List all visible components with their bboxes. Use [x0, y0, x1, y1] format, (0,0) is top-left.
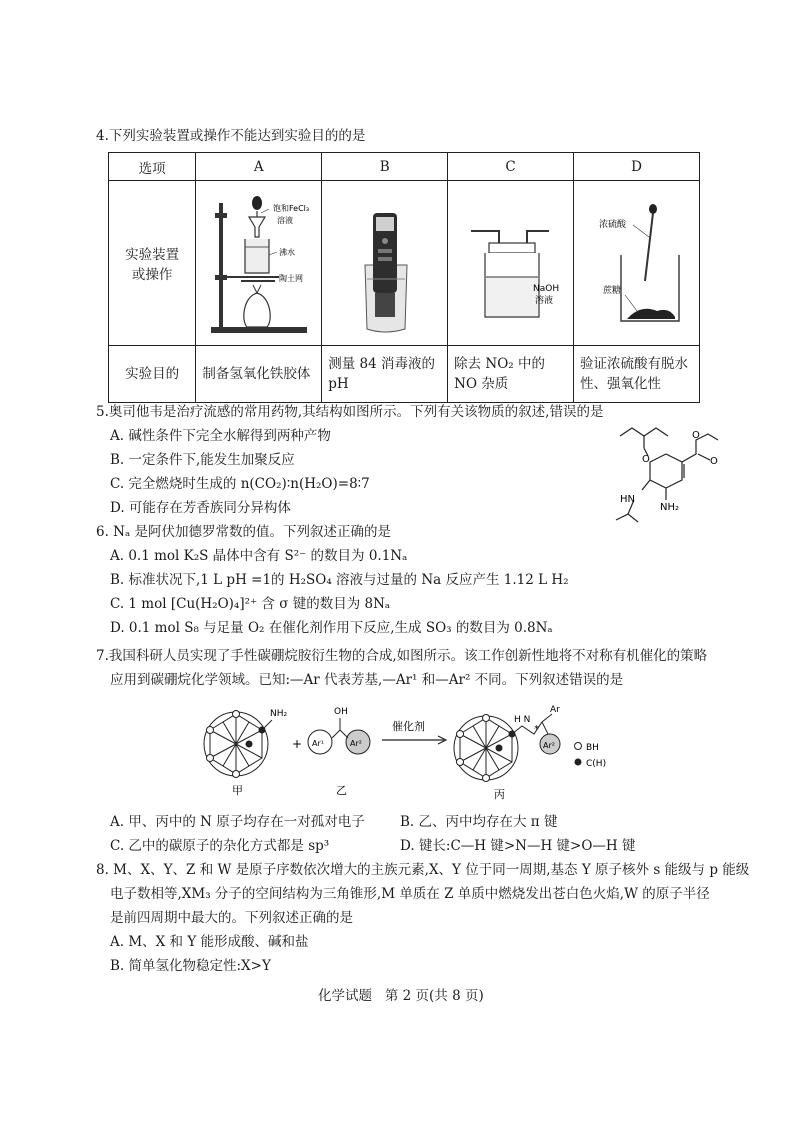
purpose-c: 除去 NO₂ 中的 NO 杂质 [448, 346, 574, 403]
q6-option: D. 0.1 mol S₈ 与足量 O₂ 在催化剂作用下反应,生成 SO₃ 的数目为 0.8Nₐ [110, 620, 553, 636]
label-d: 蔗糖 [602, 286, 621, 296]
label-a: 沸水 [278, 248, 295, 257]
purpose-b: 测量 84 消毒液的pH [322, 346, 448, 403]
plus-sign: + [292, 737, 303, 751]
hn-label: H N [514, 715, 531, 725]
label-c: NaOH [532, 284, 559, 294]
struct-label: NH₂ [660, 502, 680, 513]
q7-option: B. 乙、丙中均存在大 π 键 [400, 814, 558, 830]
table-header-cell: A [196, 153, 322, 181]
q5-option: C. 完全燃烧时生成的 n(CO₂)∶n(H₂O)=8∶7 [110, 476, 370, 492]
apparatus-d [574, 181, 700, 346]
q8-stem-line: 电子数相等,XM₃ 分子的空间结构为三角锥形,M 单质在 Z 单质中燃烧发出苍白色火焰,W 的原子半径 [110, 886, 710, 902]
table-header-cell: B [322, 153, 448, 181]
ar2-label: Ar² [350, 739, 362, 748]
legend-bh: BH [586, 743, 599, 753]
row-label-line: 实验装置 [125, 247, 180, 263]
purpose-d: 验证浓硫酸有脱水性、强氧化性 [574, 346, 700, 403]
q6-option: A. 0.1 mol K₂S 晶体中含有 S²⁻ 的数目为 0.1Nₐ [110, 548, 408, 564]
q5-option: B. 一定条件下,能发生加聚反应 [110, 452, 295, 468]
nh2-label: NH₂ [270, 709, 288, 719]
q5-option: A. 碱性条件下完全水解得到两种产物 [110, 428, 331, 444]
q7-option: D. 键长:C—H 键>N—H 键>O—H 键 [400, 838, 636, 854]
chiral-star: * [534, 724, 539, 735]
struct-label: O [642, 454, 650, 465]
q8-option: B. 简单氢化物稳定性:X>Y [110, 958, 271, 974]
label-d: 浓硫酸 [598, 220, 626, 230]
ar2-label: Ar² [543, 741, 555, 750]
compound-name: 丙 [494, 788, 505, 800]
q7-option: C. 乙中的碳原子的杂化方式都是 sp³ [110, 838, 330, 854]
page-footer: 化学试题 第 2 页(共 8 页) [318, 988, 484, 1004]
compound-name: 乙 [336, 784, 347, 797]
apparatus-c [448, 181, 574, 346]
apparatus-a [196, 181, 322, 346]
q7-reaction-scheme [196, 700, 636, 800]
table-header-cell: 选项 [109, 153, 196, 181]
purpose-a: 制备氢氧化铁胶体 [196, 346, 322, 403]
catalyst-label: 催化剂 [392, 720, 425, 733]
q6-option: B. 标准状况下,1 L pH =1的 H₂SO₄ 溶液与过量的 Na 反应产生 1.12 L H₂ [110, 572, 569, 588]
q5-option: D. 可能存在芳香族同分异构体 [110, 500, 291, 516]
gas-washing-drawing [449, 181, 573, 341]
row-label-purpose: 实验目的 [109, 346, 196, 403]
q7-option: A. 甲、丙中的 N 原子均存在一对孤对电子 [110, 814, 365, 830]
ph-meter-drawing [323, 181, 447, 341]
q8-stem-line: 是前四周期中最大的。下列叙述正确的是 [110, 910, 353, 926]
beaker-drawing [575, 181, 699, 341]
q7-stem-line: 应用到碳硼烷化学领域。已知:—Ar 代表芳基,—Ar¹ 和—Ar² 不同。下列叙述错误的是 [110, 672, 624, 688]
ar1-label: Ar¹ [312, 739, 324, 748]
struct-label: HN [620, 494, 635, 505]
q8-stem-line: 8. M、X、Y、Z 和 W 是原子序数依次增大的主族元素,X、Y 位于同一周期,基态 Y 原子核外 s 能级与 p 能级 [96, 862, 750, 878]
label-a: 溶液 [276, 216, 293, 225]
label-c: 溶液 [534, 296, 553, 306]
row-label-apparatus [109, 181, 196, 346]
compound-name: 甲 [232, 784, 243, 797]
ar-label: Ar [550, 705, 560, 715]
q4-stem: 4.下列实验装置或操作不能达到实验目的的是 [96, 128, 366, 144]
apparatus-a-drawing [197, 181, 321, 341]
q4-table [108, 152, 700, 403]
oseltamivir-structure [610, 418, 750, 530]
q6-stem: 6. Nₐ 是阿伏加德罗常数的值。下列叙述正确的是 [96, 524, 391, 540]
label-a: 陶土网 [278, 274, 303, 283]
row-label-line: 或操作 [131, 267, 173, 283]
q8-option: A. M、X 和 Y 能形成酸、碱和盐 [110, 934, 309, 950]
struct-label: O [710, 456, 718, 467]
struct-label: O [692, 430, 700, 441]
apparatus-b [322, 181, 448, 346]
oh-label: OH [334, 707, 348, 717]
label-a: 饱和FeCl₃ [272, 204, 309, 213]
table-header-cell: C [448, 153, 574, 181]
q6-option: C. 1 mol [Cu(H₂O)₄]²⁺ 含 σ 键的数目为 8Nₐ [110, 596, 391, 612]
carborane-jia [204, 712, 268, 776]
table-header-cell: D [574, 153, 700, 181]
legend-ch: C(H) [586, 759, 607, 769]
q5-stem: 5.奥司他韦是治疗流感的常用药物,其结构如图所示。下列有关该物质的叙述,错误的是 [96, 404, 604, 420]
q7-stem-line: 7.我国科研人员实现了手性碳硼烷胺衍生物的合成,如图所示。该工作创新性地将不对称有机催化的策略 [96, 648, 708, 664]
